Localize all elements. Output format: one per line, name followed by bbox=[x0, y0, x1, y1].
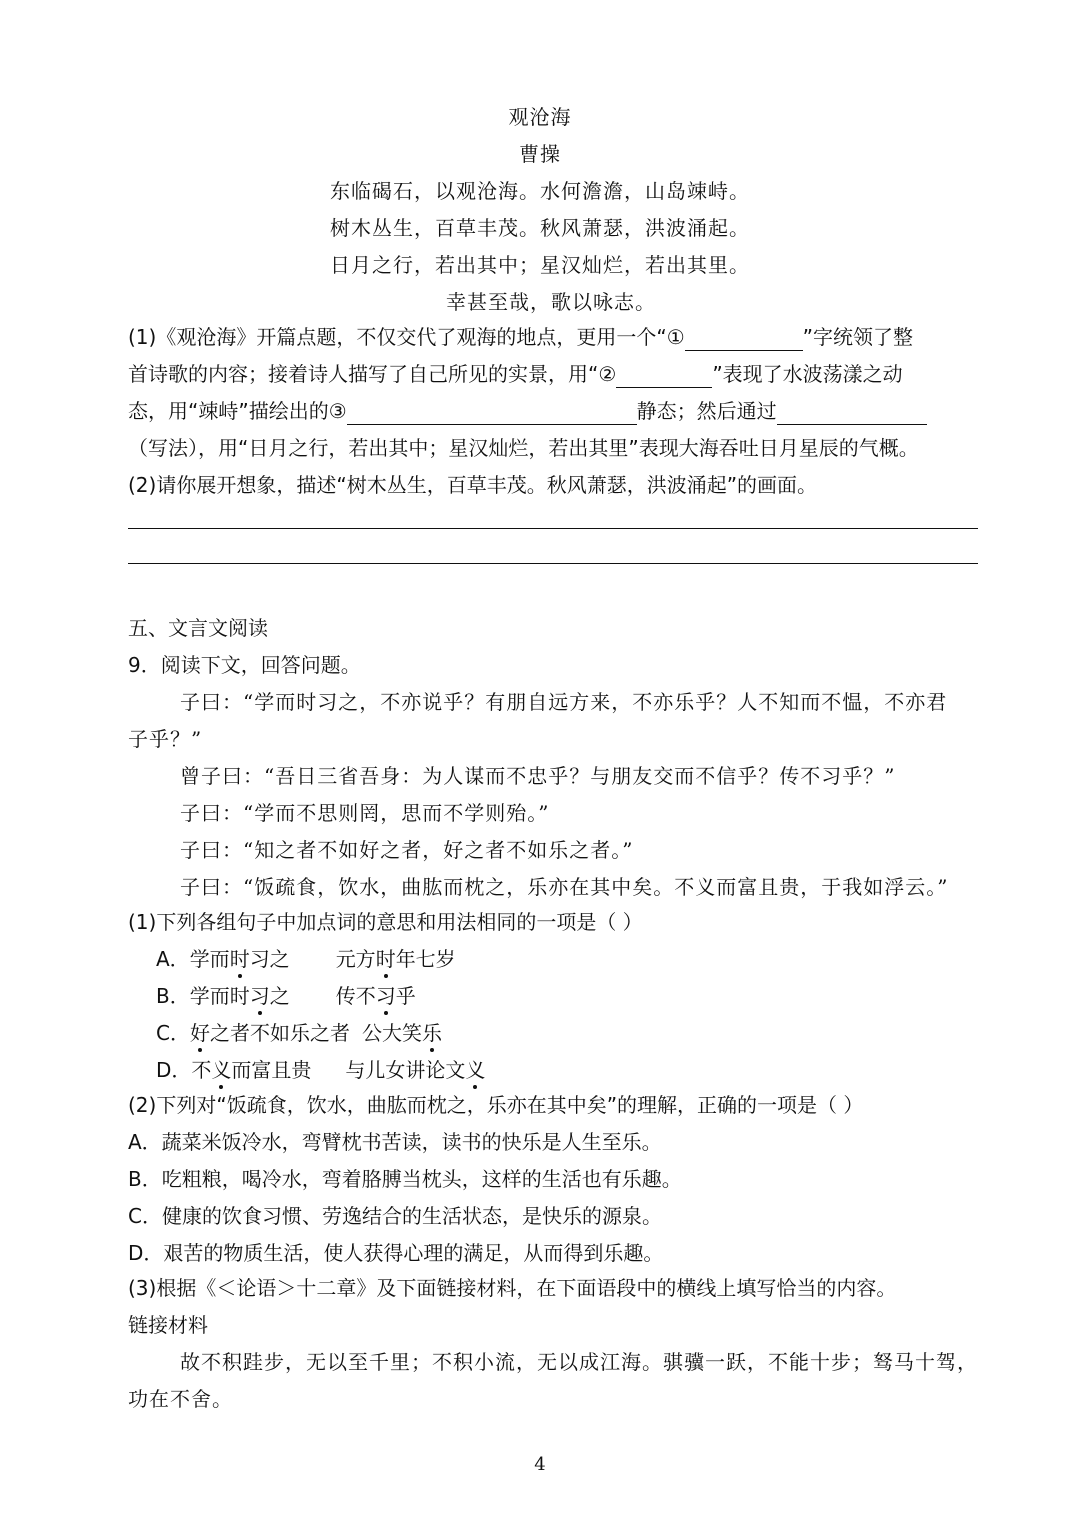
question-9: 9．阅读下文，回答问题。 bbox=[128, 653, 361, 677]
passage-line-1: 子曰：“学而时习之，不亦说乎？有朋自远方来，不亦乐乎？人不知而不愠，不亦君 bbox=[180, 690, 948, 714]
poem-title: 观沧海 bbox=[508, 105, 572, 129]
blank-marker-1: ① bbox=[666, 325, 685, 349]
answer-blank-3[interactable] bbox=[347, 402, 637, 425]
sub2-option-b[interactable]: B．吃粗粮，喝冷水，弯着胳膊当枕头，这样的生活也有乐趣。 bbox=[128, 1167, 682, 1191]
poem-line-4: 幸甚至哉，歌以咏志。 bbox=[446, 290, 656, 314]
answer-line-1[interactable] bbox=[128, 528, 978, 529]
dotted-word: 义 bbox=[465, 1058, 486, 1082]
sub1-option-c[interactable]: C．好之者不如乐之者 公大笑乐 bbox=[156, 1021, 442, 1045]
dotted-word: 习 bbox=[375, 984, 396, 1008]
sub1-option-d[interactable]: D．不义而富且贵 与儿女讲论文义 bbox=[156, 1058, 486, 1082]
q1-line-4: （写法），用“日月之行，若出其中；星汉灿烂，若出其里”表现大海吞吐日月星辰的气概。 bbox=[128, 436, 919, 460]
dotted-word: 时 bbox=[229, 947, 250, 971]
dotted-word: 时 bbox=[375, 947, 396, 971]
sub2-option-d[interactable]: D．艰苦的物质生活，使人获得心理的满足，从而得到乐趣。 bbox=[128, 1241, 664, 1265]
sub2-stem: (2)下列对“饭疏食，饮水，曲肱而枕之，乐亦在其中矣”的理解，正确的一项是（ ） bbox=[128, 1093, 864, 1117]
poem-line-3: 日月之行，若出其中；星汉灿烂，若出其里。 bbox=[330, 253, 750, 277]
page-number: 4 bbox=[534, 1454, 546, 1475]
q1-line-2: 首诗歌的内容；接着诗人描写了自己所见的实景，用“② ”表现了水波荡漾之动 bbox=[128, 362, 903, 386]
answer-line-2[interactable] bbox=[128, 563, 978, 564]
blank-marker-3: ③ bbox=[328, 399, 347, 423]
poem-line-1: 东临碣石，以观沧海。水何澹澹，山岛竦峙。 bbox=[330, 179, 750, 203]
dotted-word: 义 bbox=[211, 1058, 232, 1082]
poem-author: 曹操 bbox=[519, 142, 561, 166]
sub1-option-a[interactable]: A．学而时习之 元方时年七岁 bbox=[156, 947, 456, 971]
poem-line-2: 树木丛生，百草丰茂。秋风萧瑟，洪波涌起。 bbox=[330, 216, 750, 240]
dotted-word: 习 bbox=[249, 984, 270, 1008]
passage-line-1b: 子乎？” bbox=[128, 727, 203, 751]
answer-blank-2[interactable] bbox=[616, 365, 712, 388]
q1-line-1: (1)《观沧海》开篇点题，不仅交代了观海的地点，更用一个“① ”字统领了整 bbox=[128, 325, 914, 349]
link-material-label: 链接材料 bbox=[128, 1313, 208, 1337]
link-material-line-1: 故不积跬步，无以至千里；不积小流，无以成江海。骐骥一跃，不能十步；驽马十驾， bbox=[180, 1350, 978, 1374]
q2-stem: (2)请你展开想象，描述“树木丛生，百草丰茂。秋风萧瑟，洪波涌起”的画面。 bbox=[128, 473, 818, 497]
passage-line-2: 曾子曰：“吾日三省吾身：为人谋而不忠乎？与朋友交而不信乎？传不习乎？” bbox=[180, 764, 896, 788]
blank-marker-2: ② bbox=[598, 362, 617, 386]
sub2-option-c[interactable]: C．健康的饮食习惯、劳逸结合的生活状态，是快乐的源泉。 bbox=[128, 1204, 662, 1228]
link-material-line-2: 功在不舍。 bbox=[128, 1387, 233, 1411]
dotted-word: 好 bbox=[189, 1021, 210, 1045]
passage-line-3: 子曰：“学而不思则罔，思而不学则殆。” bbox=[180, 801, 550, 825]
answer-blank-4[interactable] bbox=[777, 402, 927, 425]
sub1-option-b[interactable]: B．学而时习之 传不习乎 bbox=[156, 984, 416, 1008]
sub2-option-a[interactable]: A．蔬菜米饭冷水，弯臂枕书苦读，读书的快乐是人生至乐。 bbox=[128, 1130, 662, 1154]
dotted-word: 乐 bbox=[421, 1021, 442, 1045]
sub3-stem: (3)根据《＜论语＞十二章》及下面链接材料，在下面语段中的横线上填写恰当的内容。 bbox=[128, 1276, 897, 1300]
answer-blank-1[interactable] bbox=[685, 328, 803, 351]
passage-line-5: 子曰：“饭疏食，饮水，曲肱而枕之，乐亦在其中矣。不义而富且贵，于我如浮云。” bbox=[180, 875, 949, 899]
passage-line-4: 子曰：“知之者不如好之者，好之者不如乐之者。” bbox=[180, 838, 634, 862]
sub1-stem: (1)下列各组句子中加点词的意思和用法相同的一项是（ ） bbox=[128, 910, 643, 934]
q1-line-3: 态，用“竦峙”描绘出的③ 静态；然后通过 bbox=[128, 397, 927, 425]
section-heading: 五、文言文阅读 bbox=[128, 616, 268, 640]
